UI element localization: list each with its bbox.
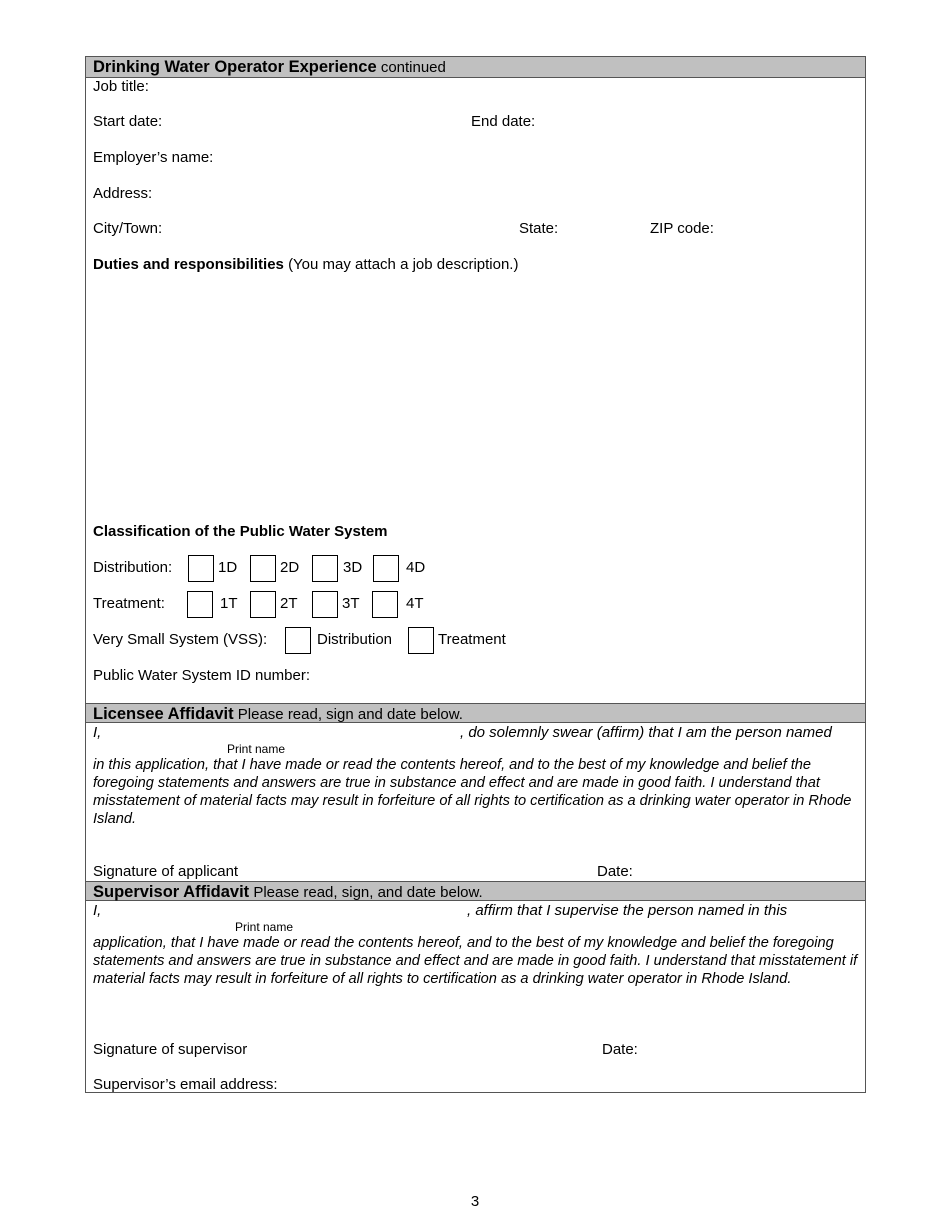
- section-header-licensee: [86, 703, 865, 723]
- supervisor-email-label[interactable]: Supervisor’s email address:: [93, 1076, 278, 1093]
- employer-name-label[interactable]: Employer’s name:: [93, 149, 214, 166]
- checkbox-3t[interactable]: [312, 591, 338, 618]
- duties-heading: [93, 256, 518, 274]
- checkbox-vss-distribution[interactable]: [285, 627, 311, 654]
- city-town-label[interactable]: City/Town:: [93, 220, 163, 237]
- checkbox-1d[interactable]: [188, 555, 214, 582]
- applicant-signature-label[interactable]: Signature of applicant: [93, 863, 239, 880]
- supervisor-print-name-caption: Print name: [235, 920, 294, 934]
- section-header-supervisor: [86, 881, 865, 901]
- option-3t-label: 3T: [342, 595, 360, 612]
- end-date-label[interactable]: End date:: [471, 113, 536, 130]
- zip-code-label[interactable]: ZIP code:: [650, 220, 714, 237]
- duties-text-area[interactable]: [93, 279, 859, 519]
- checkbox-4t[interactable]: [372, 591, 398, 618]
- distribution-label: Distribution:: [93, 559, 173, 576]
- supervisor-date-label[interactable]: Date:: [602, 1041, 638, 1058]
- checkbox-vss-treatment[interactable]: [408, 627, 434, 654]
- checkbox-1t[interactable]: [187, 591, 213, 618]
- form-frame: [85, 56, 866, 1093]
- licensee-affidavit-body: in this application, that I have made or read the contents hereof, and to the best of my knowledge and belief the foregoing statements and answers are true in substance and effect and are made in good faith. I understand that misstatement of material facts may result in forfeiture of all rights to certification as a drinking water operator in Rhode Island.: [93, 757, 852, 827]
- applicant-date-label[interactable]: Date:: [597, 863, 633, 880]
- section-title-suffix: continued: [380, 59, 446, 76]
- supervisor-i: I,: [93, 902, 102, 919]
- supervisor-affirm-text: , affirm that I supervise the person named in this: [467, 902, 788, 919]
- pws-id-label[interactable]: Public Water System ID number:: [93, 667, 311, 684]
- option-3d-label: 3D: [343, 559, 363, 576]
- supervisor-subtitle: Please read, sign, and date below.: [253, 884, 483, 901]
- option-4t-label: 4T: [406, 595, 424, 612]
- licensee-print-name-field[interactable]: [111, 724, 456, 742]
- checkbox-2t[interactable]: [250, 591, 276, 618]
- page-number: 3: [470, 1193, 480, 1210]
- vss-label: Very Small System (VSS):: [93, 631, 268, 648]
- licensee-print-name-caption: Print name: [227, 742, 286, 756]
- option-4d-label: 4D: [406, 559, 426, 576]
- job-title-label[interactable]: Job title:: [93, 78, 149, 95]
- checkbox-3d[interactable]: [312, 555, 338, 582]
- vss-treatment-label: Treatment: [438, 631, 506, 648]
- option-2d-label: 2D: [280, 559, 300, 576]
- section-header-experience: [86, 57, 865, 78]
- start-date-label[interactable]: Start date:: [93, 113, 163, 130]
- duties-heading-bold: Duties and responsibilities: [93, 256, 284, 273]
- vss-distribution-label: Distribution: [317, 631, 393, 648]
- treatment-label: Treatment:: [93, 595, 165, 612]
- checkbox-2d[interactable]: [250, 555, 276, 582]
- licensee-subtitle: Please read, sign and date below.: [237, 706, 463, 723]
- state-label[interactable]: State:: [519, 220, 559, 237]
- section-title: Drinking Water Operator Experience: [93, 58, 377, 76]
- licensee-i: I,: [93, 724, 102, 741]
- option-2t-label: 2T: [280, 595, 298, 612]
- supervisor-print-name-field[interactable]: [111, 902, 461, 920]
- supervisor-signature-label[interactable]: Signature of supervisor: [93, 1041, 248, 1058]
- option-1t-label: 1T: [220, 595, 238, 612]
- classification-heading: Classification of the Public Water System: [93, 523, 388, 540]
- address-label[interactable]: Address:: [93, 185, 153, 202]
- duties-note: (You may attach a job description.): [288, 256, 519, 273]
- checkbox-4d[interactable]: [373, 555, 399, 582]
- licensee-swear-text: , do solemnly swear (affirm) that I am the person named: [460, 724, 832, 741]
- licensee-title: Licensee Affidavit: [93, 705, 234, 723]
- supervisor-title: Supervisor Affidavit: [93, 883, 250, 901]
- supervisor-affidavit-body: application, that I have made or read the contents hereof, and to the best of my knowledge and belief the foregoing statements and answers are true in substance and effect and are made in good faith. I understand that misstatement if material facts may result in forfeiture of all rights to certification as a drinking water operator in Rhode Island.: [93, 935, 858, 987]
- option-1d-label: 1D: [218, 559, 238, 576]
